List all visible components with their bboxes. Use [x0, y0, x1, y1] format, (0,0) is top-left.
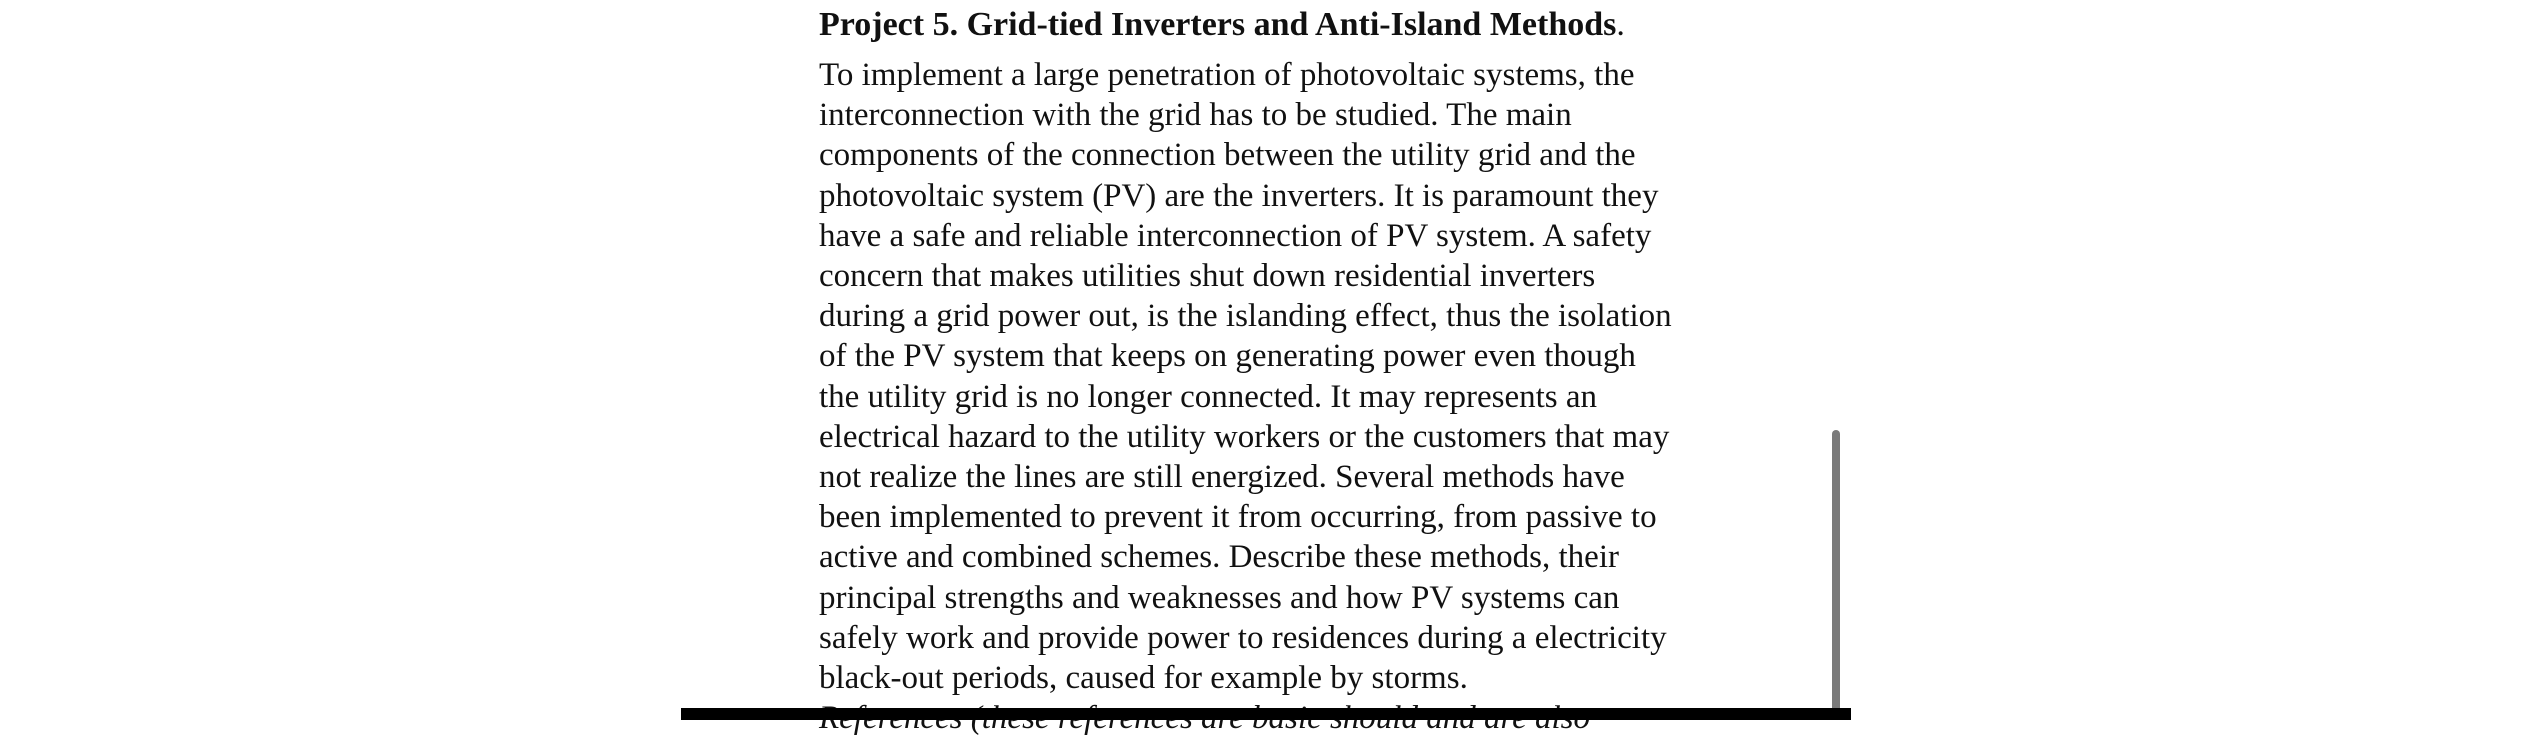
body-line: of the PV system that keeps on generating power even though — [819, 338, 1636, 375]
body-line: active and combined schemes. Describe these methods, their — [819, 539, 1619, 576]
project-description — [819, 55, 1719, 738]
body-line: To implement a large penetration of photovoltaic systems, the — [819, 57, 1635, 93]
body-line: been implemented to prevent it from occurring, from passive to — [819, 499, 1657, 536]
vertical-scrollbar-thumb[interactable] — [1832, 430, 1840, 720]
body-line: photovoltaic system (PV) are the inverters. It is paramount they — [819, 177, 1659, 214]
body-line: interconnection with the grid has to be studied. The main — [819, 97, 1572, 134]
body-line: the utility grid is no longer connected. It may represents an — [819, 378, 1598, 415]
project-title-period: . — [1616, 6, 1625, 43]
body-line: have a safe and reliable interconnection of PV system. A safety — [819, 217, 1652, 254]
body-line: black-out periods, caused for example by storms. — [819, 660, 1468, 697]
body-line: not realize the lines are still energized. Several methods have — [819, 459, 1625, 496]
bottom-toolbar-bar — [681, 708, 1851, 720]
body-line: electrical hazard to the utility workers or the customers that may — [819, 418, 1670, 455]
body-line: principal strengths and weaknesses and how PV systems can — [819, 579, 1620, 616]
body-line: components of the connection between the utility grid and the — [819, 137, 1636, 174]
project-title — [819, 5, 1625, 45]
project-title-text: Project 5. Grid-tied Inverters and Anti-Island Methods — [819, 6, 1617, 43]
body-line: safely work and provide power to residences during a electricity — [819, 619, 1667, 656]
body-line: concern that makes utilities shut down residential inverters — [819, 258, 1596, 295]
body-line: during a grid power out, is the islanding effect, thus the isolation — [819, 298, 1672, 335]
